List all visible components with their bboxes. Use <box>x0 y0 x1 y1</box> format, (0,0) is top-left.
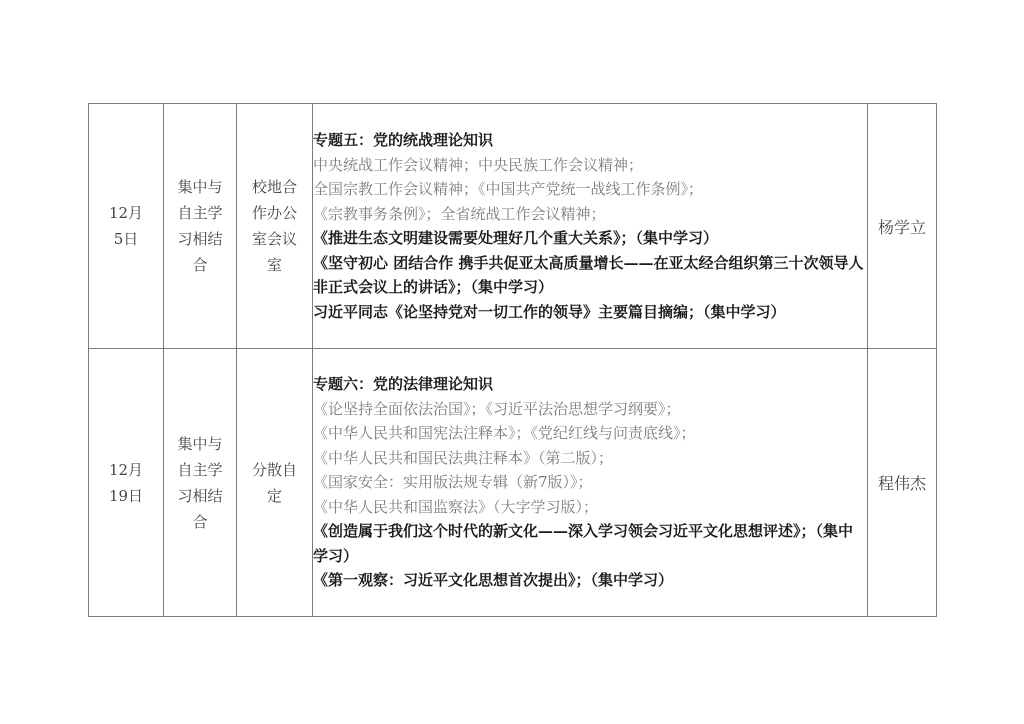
schedule-table <box>88 103 937 617</box>
group-study-item: 《推进生态文明建设需要处理好几个重大关系》；（集中学习） <box>313 229 719 247</box>
reading-item: 中央统战工作会议精神；中央民族工作会议精神； <box>313 155 644 174</box>
date-text: 12月19日 <box>108 460 144 505</box>
reading-item: 《中华人民共和国民法典注释本》（第二版）； <box>313 448 614 467</box>
content-cell <box>313 349 868 617</box>
table-row <box>89 104 937 349</box>
location-cell <box>237 349 313 617</box>
reading-item: 《宗教事务条例》；全省统战工作会议精神； <box>313 204 606 223</box>
person-name: 程伟杰 <box>877 474 926 493</box>
group-study-item: 《坚守初心 团结合作 携手共促亚太高质量增长——在亚太经合组织第三十次领导人非正式会议上的讲话》；（集中学习） <box>313 253 864 296</box>
group-study-item: 《第一观察：习近平文化思想首次提出》；（集中学习） <box>313 571 674 590</box>
form-cell <box>164 349 237 617</box>
form-text: 集中与自主学习相结合 <box>177 434 223 531</box>
table-row <box>89 349 937 617</box>
date-text: 12月5日 <box>108 204 144 248</box>
reading-item: 《中华人民共和国宪法注释本》；《党纪红线与问责底线》； <box>313 424 696 443</box>
topic-title: 专题六：党的法律理论知识 <box>313 375 494 394</box>
location-cell <box>237 104 313 349</box>
content-cell <box>313 104 868 349</box>
form-text: 集中与自主学习相结合 <box>177 178 223 274</box>
group-study-item: 《创造属于我们这个时代的新文化——深入学习领会习近平文化思想评述》；（集中学习） <box>313 522 854 565</box>
person-cell <box>868 349 937 617</box>
person-cell <box>868 104 937 349</box>
reading-item: 《中华人民共和国监察法》（大字学习版）； <box>313 497 599 516</box>
location-text: 校地合作办公室会议室 <box>251 178 297 274</box>
person-name: 杨学立 <box>877 217 926 237</box>
date-cell <box>89 349 164 617</box>
topic-title: 专题五：党的统战理论知识 <box>313 131 494 149</box>
location-text: 分散自定 <box>251 460 297 505</box>
date-cell <box>89 104 164 349</box>
form-cell <box>164 104 237 349</box>
group-study-item: 习近平同志《论坚持党对一切工作的领导》主要篇目摘编；（集中学习） <box>313 302 786 321</box>
reading-item: 全国宗教工作会议精神；《中国共产党统一战线工作条例》； <box>313 180 704 198</box>
reading-item: 《国家安全：实用版法规专辑（新7版）》； <box>313 473 593 492</box>
reading-item: 《论坚持全面依法治国》；《习近平法治思想学习纲要》； <box>313 399 681 418</box>
